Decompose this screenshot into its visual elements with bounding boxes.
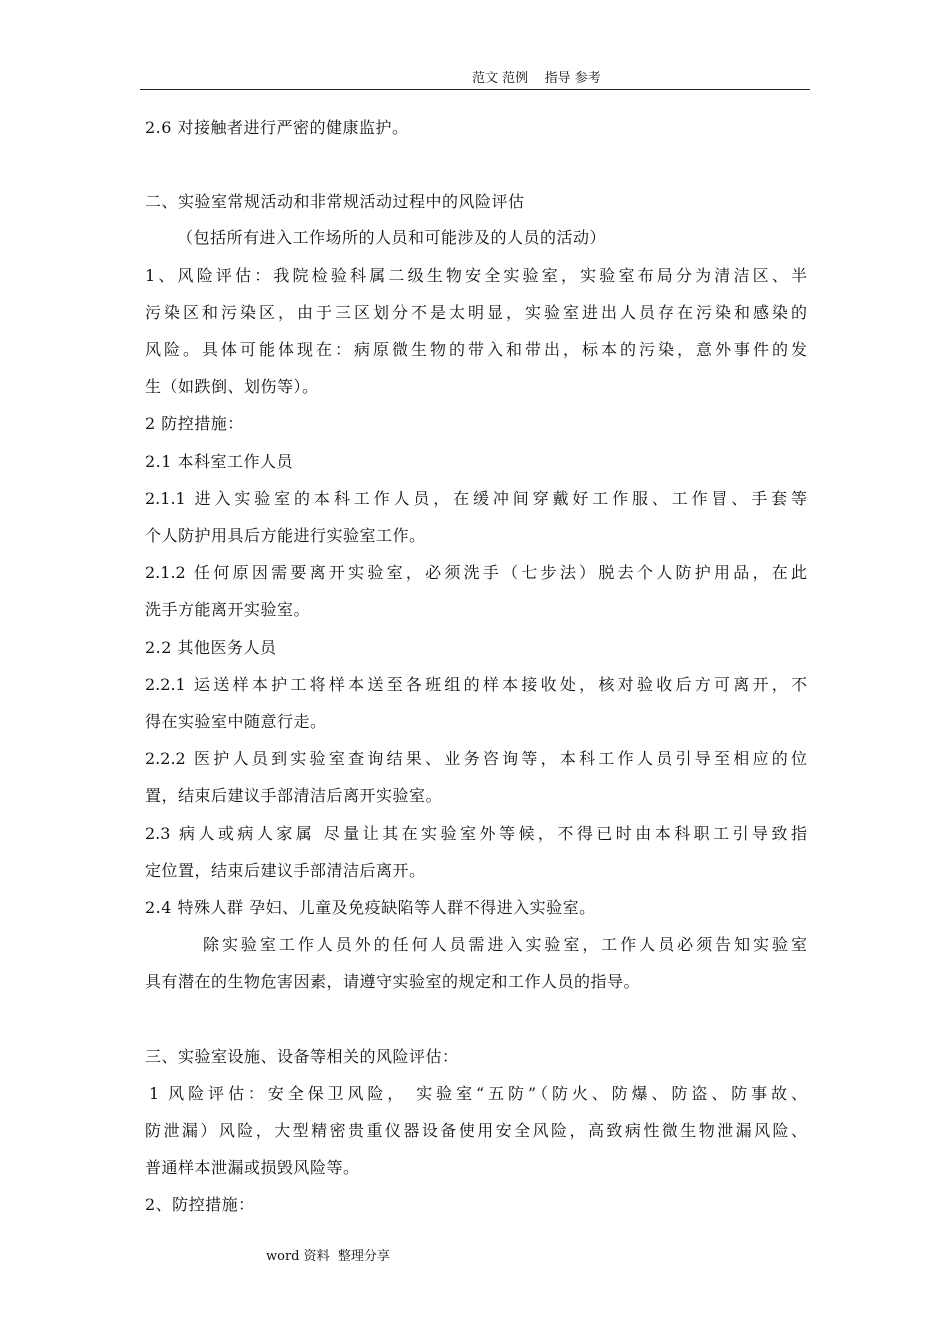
paragraph-line: 污染区和污染区，由于三区划分不是太明显，实验室进出人员存在污染和感染的 [145,303,807,322]
page-header [140,70,810,90]
paragraph-line: 2、防控措施： [145,1195,255,1214]
paragraph-line: 2.2 其他医务人员 [145,638,277,657]
paragraph-line: 2.6 对接触者进行严密的健康监护。 [145,118,409,137]
paragraph-line: 风险。具体可能体现在：病原微生物的带入和带出，标本的污染，意外事件的发 [145,340,807,359]
paragraph-line: 2.1.2 任何原因需要离开实验室，必须洗手（七步法）脱去个人防护用品，在此 [145,563,807,582]
paragraph-line: 1 风险评估：安全保卫风险， 实验室“五防”（防火、防爆、防盗、防事故、 [149,1084,807,1103]
paragraph-line: 除实验室工作人员外的任何人员需进入实验室，工作人员必须告知实验室 [203,935,807,954]
paragraph-line: 2 防控措施： [145,414,244,433]
paragraph-line: 个人防护用具后方能进行实验室工作。 [145,526,426,545]
paragraph-line: 1、风险评估：我院检验科属二级生物安全实验室，实验室布局分为清洁区、半 [145,266,807,285]
paragraph-line: 定位置，结束后建议手部清洁后离开。 [145,861,426,880]
paragraph-line: 2.1.1 进入实验室的本科工作人员，在缓冲间穿戴好工作服、工作冒、手套等 [145,489,807,508]
paragraph-line: 2.1 本科室工作人员 [145,452,294,471]
paragraph-line: 普通样本泄漏或损毁风险等。 [145,1158,360,1177]
paragraph-line: 具有潜在的生物危害因素，请遵守实验室的规定和工作人员的指导。 [145,972,641,991]
paragraph-line: 2.3 病人或病人家属 尽量让其在实验室外等候，不得已时由本科职工引导致指 [145,824,807,843]
paragraph-line: 得在实验室中随意行走。 [145,712,327,731]
paragraph-line: 2.2.2 医护人员到实验室查询结果、业务咨询等，本科工作人员引导至相应的位 [145,749,807,768]
paragraph-line: 2.2.1 运送样本护工将样本送至各班组的样本接收处，核对验收后方可离开，不 [145,675,807,694]
header-text: 范文 范例 指导 参考 [472,71,601,86]
section-heading-2: 二、实验室常规活动和非常规活动过程中的风险评估 [145,192,525,211]
paragraph-line: 防泄漏）风险，大型精密贵重仪器设备使用安全风险，高致病性微生物泄漏风险、 [145,1121,807,1140]
paragraph-line: 2.4 特殊人群 孕妇、儿童及免疫缺陷等人群不得进入实验室。 [145,898,596,917]
paragraph-line: （包括所有进入工作场所的人员和可能涉及的人员的活动） [177,228,607,247]
section-heading-3: 三、实验室设施、设备等相关的风险评估： [145,1047,459,1066]
paragraph-line: 置，结束后建议手部清洁后离开实验室。 [145,786,443,805]
paragraph-line: 洗手方能离开实验室。 [145,600,311,619]
page-footer: word 资料 整理分享 [266,1249,390,1264]
paragraph-line: 生（如跌倒、划伤等）。 [145,377,319,396]
